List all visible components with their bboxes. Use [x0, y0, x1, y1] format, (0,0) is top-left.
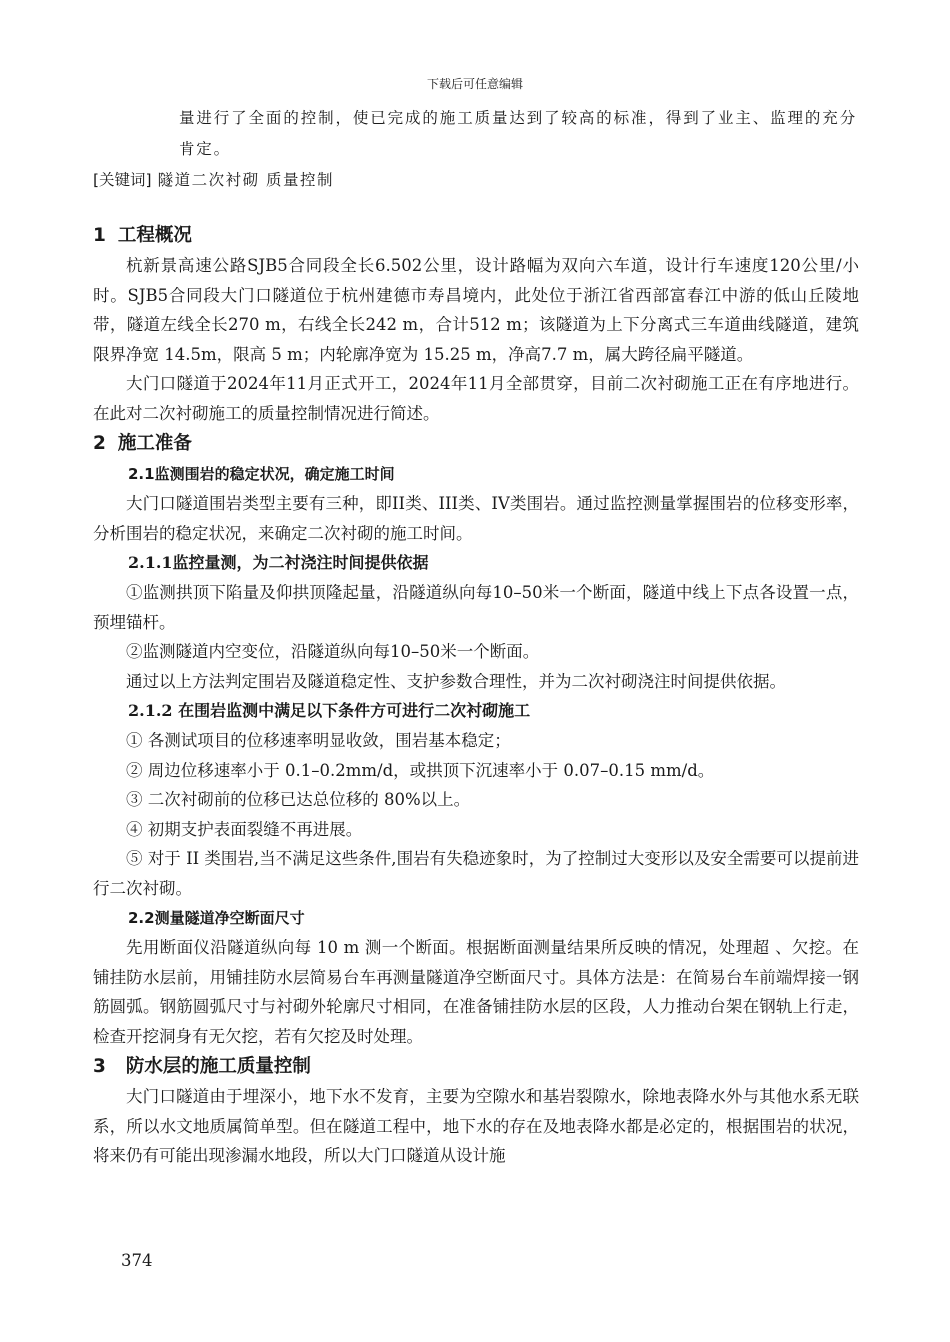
paragraph: 大门口隧道围岩类型主要有三种，即II类、III类、IV类围岩。通过监控测量掌握围岩的位移变形率，分析围岩的稳定状况，来确定二次衬砌的施工时间。 [93, 494, 859, 543]
section-2-heading [93, 428, 859, 459]
paragraph: 大门口隧道由于埋深小，地下水不发育，主要为空隙水和基岩裂隙水，除地表降水外与其他水系无联系，所以水文地质属简单型。但在隧道工程中，地下水的存在及地表降水都是必定的，根据围岩的状况，将来仍有可能出现渗漏水地段，所以大门口隧道从设计施 [93, 1087, 859, 1165]
list-item: ② 周边位移速率小于 0.1–0.2mm/d，或拱顶下沉速率小于 0.07–0.15 mm/d。 [126, 760, 715, 780]
section-title: 工程概况 [117, 225, 192, 246]
paragraph: 杭新景高速公路SJB5合同段全长6.502公里，设计路幅为双向六车道，设计行车速度120公里/小时。SJB5合同段大门口隧道位于杭州建德市寿昌境内，此处位于浙江省西部富春江中游的低山丘陵地带，隧道左线全长270 m，右线全长242 m，合计512 m；该隧道为上下分离式三车道曲线隧道，建筑限界净宽 14.5m，限高 5 m；内轮廓净宽为 15.25 m，净高7.7 m，属大跨径扁平隧道。 [93, 256, 859, 364]
list-item: ①监测拱顶下陷量及仰拱顶隆起量，沿隧道纵向每10–50米一个断面，隧道中线上下点各设置一点，预埋锚杆。 [93, 583, 859, 632]
page-number: 374 [121, 1251, 153, 1270]
section-1-heading [93, 220, 859, 251]
section-title: 防水层的施工质量控制 [125, 1056, 311, 1077]
paragraph: 先用断面仪沿隧道纵向每 10 m 测一个断面。根据断面测量结果所反映的情况，处理超 、欠挖。在铺挂防水层前，用铺挂防水层简易台车再测量隧道净空断面尺寸。具体方法是：在简易台车前端焊接一钢筋圆弧。钢筋圆弧尺寸与衬砌外轮廓尺寸相同，在准备铺挂防水层的区段，人力推动台架在钢轨上行走，检查开挖洞身有无欠挖，若有欠挖及时处理。 [93, 938, 859, 1046]
subsection-2-1-heading: 2.1监测围岩的稳定状况，确定施工时间 [128, 465, 395, 483]
page-header: 下载后可任意编辑 [426, 77, 523, 91]
keywords-label: [关键词] [93, 171, 152, 189]
section-number: 3 [93, 1056, 106, 1077]
section-title: 施工准备 [117, 433, 192, 454]
list-item: ④ 初期支护表面裂缝不再进展。 [126, 819, 363, 839]
subsection-2-1-1-heading: 2.1.1监控量测，为二衬浇注时间提供依据 [128, 553, 429, 572]
document-body [93, 103, 859, 1171]
list-item: ① 各测试项目的位移速率明显收敛，围岩基本稳定； [126, 731, 511, 750]
paragraph: 通过以上方法判定围岩及隧道稳定性、支护参数合理性，并为二次衬砌浇注时间提供依据。 [126, 671, 786, 691]
paragraph: 大门口隧道于2024年11月正式开工，2024年11月全部贯穿，目前二次衬砌施工正在有序地进行。在此对二次衬砌施工的质量控制情况进行简述。 [93, 374, 859, 423]
subsection-2-2-heading: 2.2测量隧道净空断面尺寸 [128, 909, 305, 927]
abstract-text: 量进行了全面的控制，使已完成的施工质量达到了较高的标准，得到了业主、监理的充分肯定。 [179, 109, 857, 158]
subsection-2-1-2-heading: 2.1.2 在围岩监测中满足以下条件方可进行二次衬砌施工 [128, 701, 531, 720]
list-item: ⑤ 对于 II 类围岩,当不满足这些条件,围岩有失稳迹象时，为了控制过大变形以及安全需要可以提前进行二次衬砌。 [93, 849, 859, 898]
section-number: 1 [93, 225, 106, 246]
section-number: 2 [93, 433, 106, 454]
section-3-heading [93, 1051, 859, 1082]
keywords-values: 隧道二次衬砌 质量控制 [157, 171, 335, 189]
list-item: ②监测隧道内空变位，沿隧道纵向每10–50米一个断面。 [126, 642, 540, 661]
keywords-line [93, 165, 859, 196]
list-item: ③ 二次衬砌前的位移已达总位移的 80%以上。 [126, 790, 471, 809]
